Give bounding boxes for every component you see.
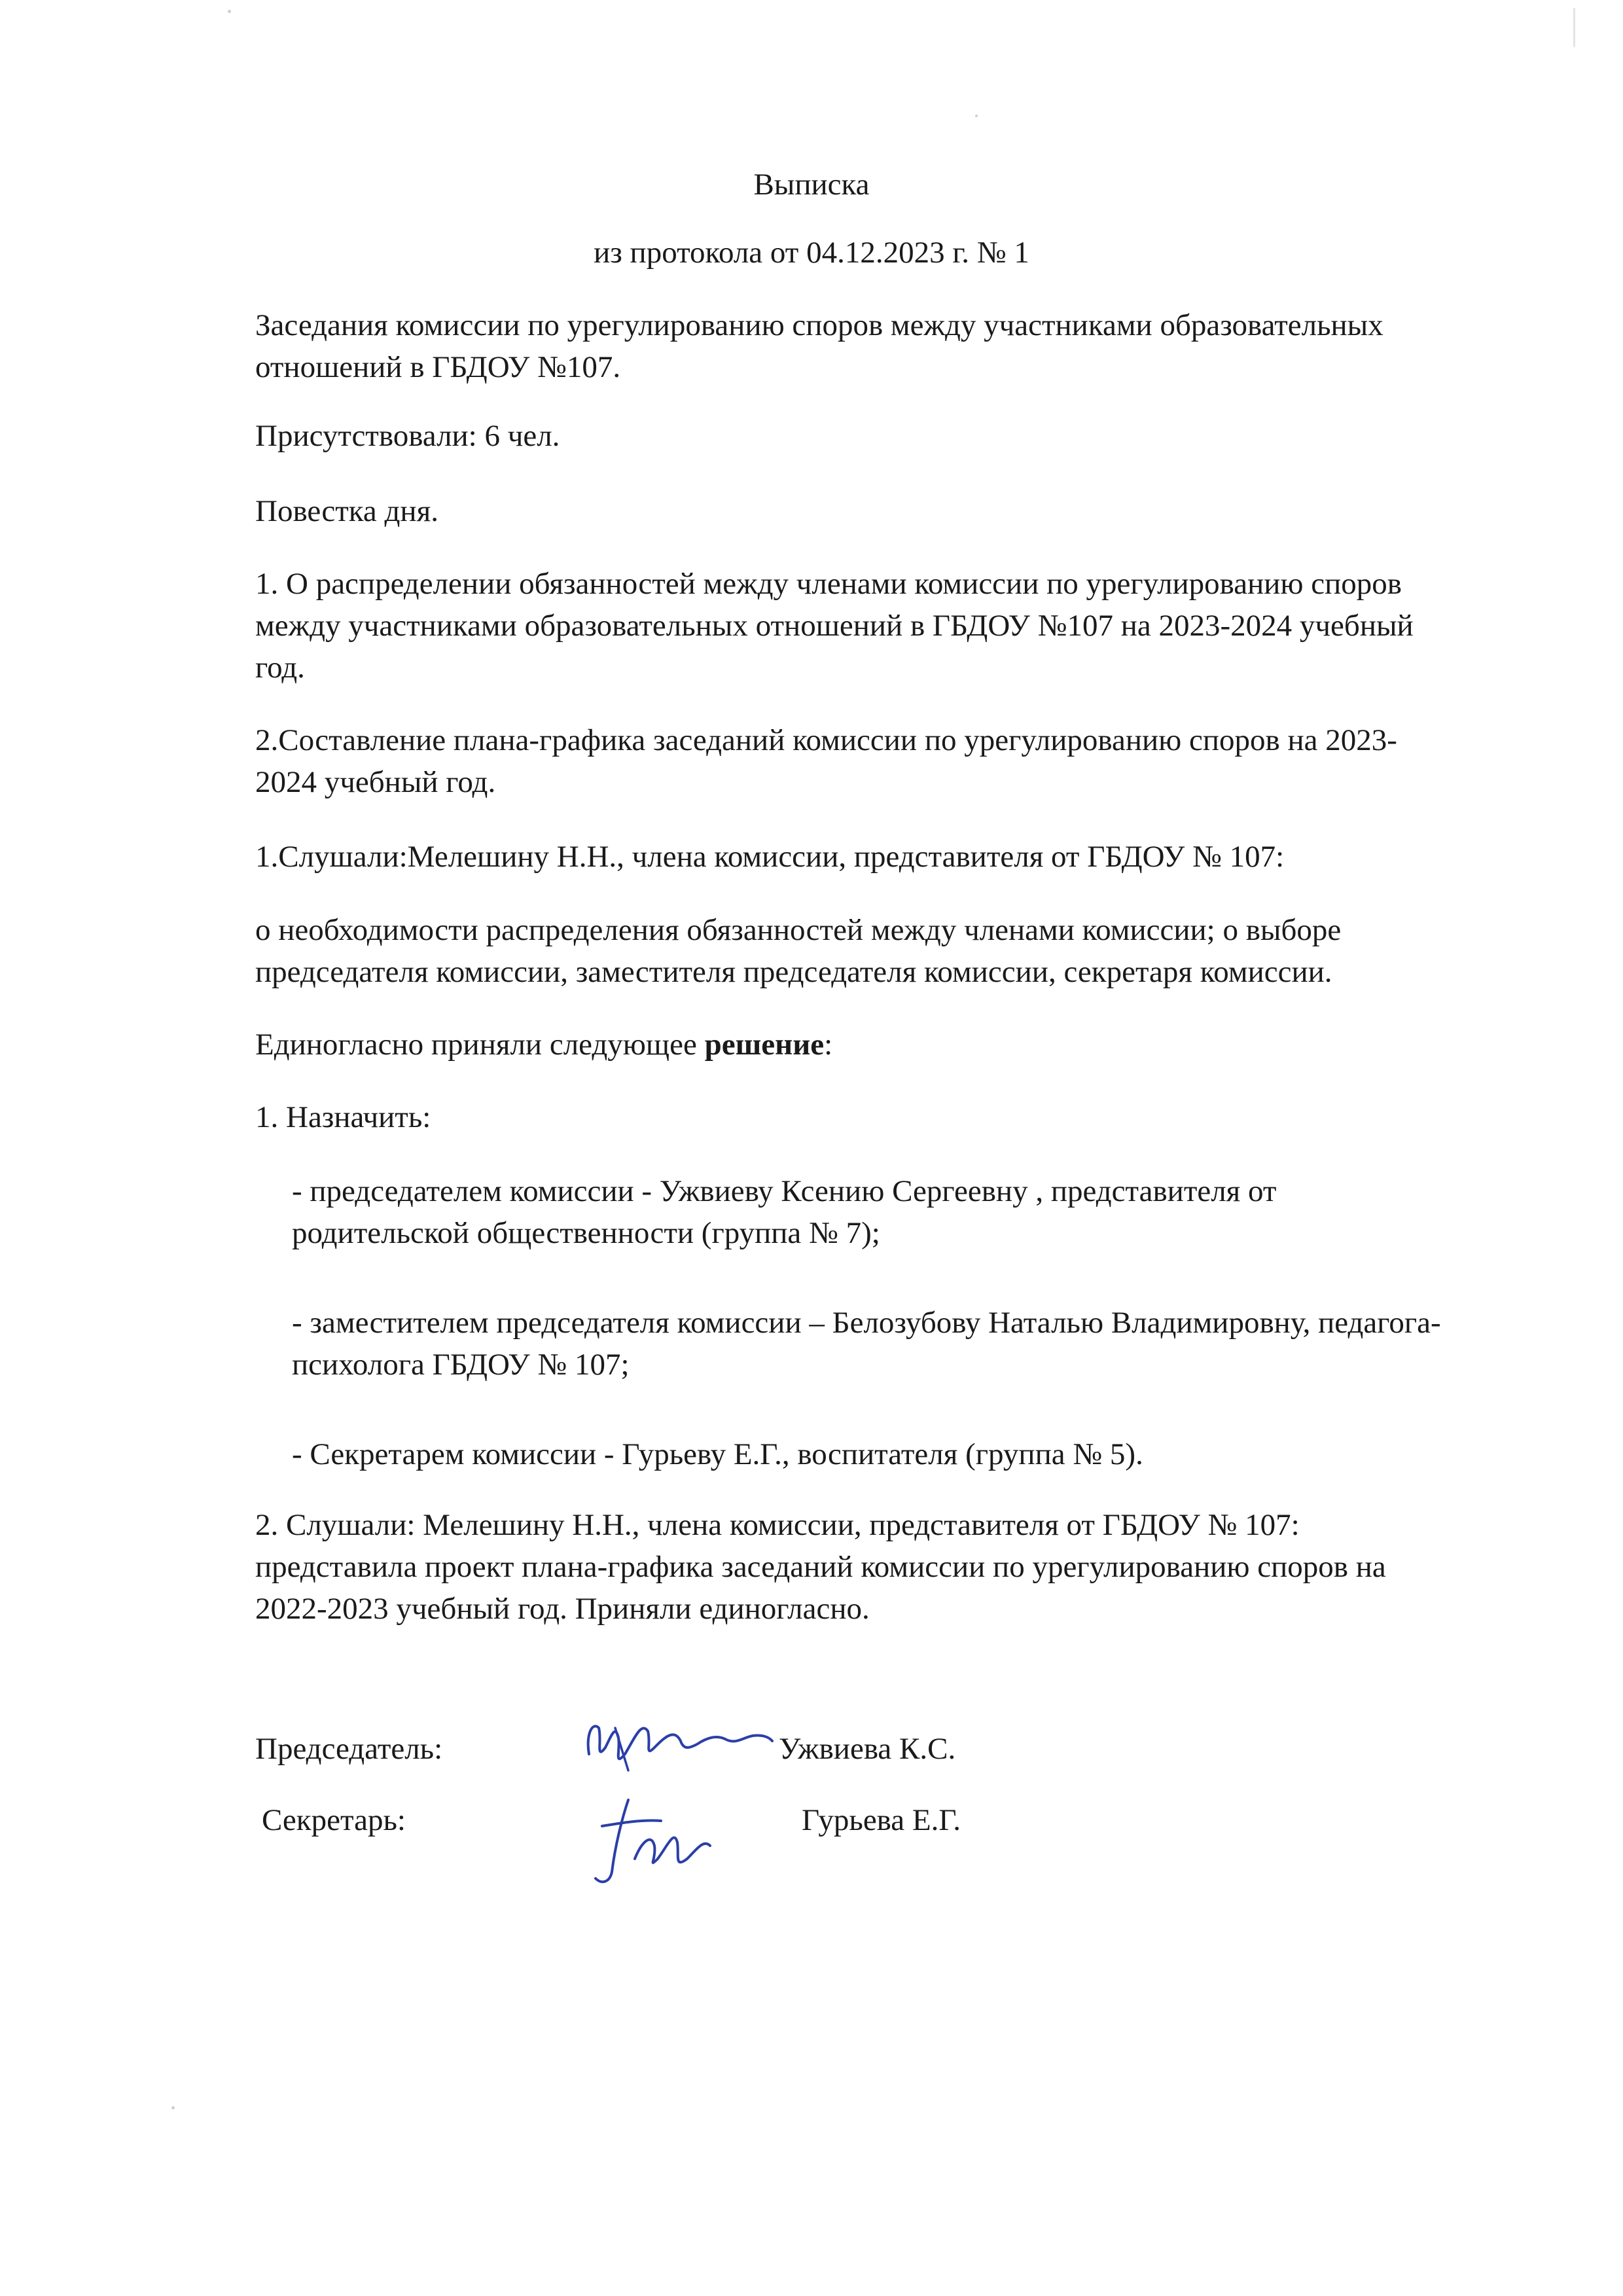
agenda-item-2-line-2: 2024 учебный год. — [255, 765, 496, 799]
heard-2-line-3: 2022-2023 учебный год. Приняли единогласно. — [255, 1592, 870, 1626]
document-subtitle: из протокола от 04.12.2023 г. № 1 — [594, 236, 1029, 270]
secretary-name: Гурьева Е.Г. — [802, 1803, 961, 1837]
chair-name: Ужвиева К.С. — [779, 1732, 956, 1766]
appointment-deputy-line-2: психолога ГБДОУ № 107; — [292, 1348, 630, 1382]
session-line-1: Заседания комиссии по урегулированию споров между участниками образовательных — [255, 308, 1383, 342]
decision-suffix: : — [824, 1028, 833, 1062]
agenda-heading: Повестка дня. — [255, 494, 438, 528]
secretary-signature — [582, 1780, 733, 1892]
chair-label: Председатель: — [255, 1732, 443, 1766]
heard-2-line-1: 2. Слушали: Мелешину Н.Н., члена комиссии, представителя от ГБДОУ № 107: — [255, 1508, 1300, 1542]
appointment-secretary: - Секретарем комиссии - Гурьеву Е.Г., воспитателя (группа № 5). — [292, 1437, 1143, 1471]
appointment-chair-line-2: родительской общественности (группа № 7); — [292, 1216, 880, 1250]
scan-edge-mark — [1573, 8, 1575, 47]
appointment-chair-line-1: - председателем комиссии - Ужвиеву Ксению Сергеевну , представителя от — [292, 1174, 1277, 1208]
heard-1-content-line-1: о необходимости распределения обязанностей между членами комиссии; о выборе — [255, 913, 1342, 947]
agenda-item-1-line-3: год. — [255, 651, 305, 685]
scan-speck — [975, 115, 978, 117]
appointment-deputy-line-1: - заместителем председателя комиссии – Белозубову Наталью Владимировну, педагога- — [292, 1306, 1441, 1340]
decision-prefix: Единогласно приняли следующее — [255, 1028, 705, 1062]
decision-line — [255, 1022, 1558, 1067]
scan-speck — [228, 10, 231, 13]
decision-word: решение — [704, 1028, 825, 1062]
agenda-item-1-line-2: между участниками образовательных отношений в ГБДОУ №107 на 2023-2024 учебный — [255, 609, 1414, 643]
agenda-item-1-line-1: 1. О распределении обязанностей между членами комиссии по урегулированию споров — [255, 567, 1402, 601]
session-line-2: отношений в ГБДОУ №107. — [255, 350, 621, 384]
scan-speck — [171, 2106, 175, 2109]
appoint-heading: 1. Назначить: — [255, 1100, 431, 1134]
secretary-label: Секретарь: — [262, 1803, 406, 1837]
chair-signature — [576, 1708, 785, 1780]
heard-1-content-line-2: председателя комиссии, заместителя председателя комиссии, секретаря комиссии. — [255, 955, 1332, 989]
heard-2-line-2: представила проект плана-графика заседаний комиссии по урегулированию споров на — [255, 1550, 1386, 1584]
agenda-item-2-line-1: 2.Составление плана-графика заседаний комиссии по урегулированию споров на 2023- — [255, 723, 1397, 757]
attendance: Присутствовали: 6 чел. — [255, 419, 560, 453]
heard-1: 1.Слушали:Мелешину Н.Н., члена комиссии, представителя от ГБДОУ № 107: — [255, 840, 1285, 874]
document-title: Выписка — [753, 168, 870, 202]
